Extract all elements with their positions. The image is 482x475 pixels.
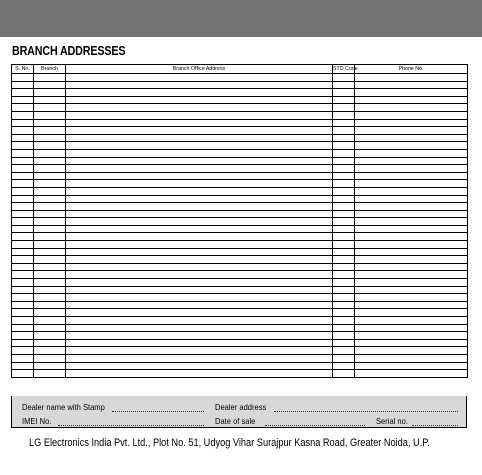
table-row <box>12 134 468 142</box>
cell-sno[interactable] <box>12 134 34 142</box>
cell-address[interactable] <box>66 309 333 317</box>
cell-phone[interactable] <box>355 294 468 302</box>
cell-sno[interactable] <box>12 286 34 294</box>
table-row <box>12 142 468 150</box>
cell-address[interactable] <box>66 180 333 188</box>
table-row <box>12 370 468 378</box>
cell-branch[interactable] <box>34 142 66 150</box>
cell-branch[interactable] <box>34 354 66 362</box>
cell-std-code[interactable] <box>333 256 355 264</box>
cell-std-code[interactable] <box>333 279 355 287</box>
cell-branch[interactable] <box>34 263 66 271</box>
serial-label: Serial no. <box>376 416 408 426</box>
dealer-address-label: Dealer address <box>215 402 267 412</box>
cell-sno[interactable] <box>12 89 34 97</box>
cell-sno[interactable] <box>12 157 34 165</box>
cell-phone[interactable] <box>355 203 468 211</box>
cell-branch[interactable] <box>34 218 66 226</box>
cell-branch[interactable] <box>34 119 66 127</box>
cell-phone[interactable] <box>355 81 468 89</box>
cell-branch[interactable] <box>34 347 66 355</box>
table-row <box>12 233 468 241</box>
column-header-branch: Branch <box>34 65 66 74</box>
cell-sno[interactable] <box>12 332 34 340</box>
cell-std-code[interactable] <box>333 324 355 332</box>
table-row <box>12 74 468 82</box>
cell-phone[interactable] <box>355 142 468 150</box>
cell-sno[interactable] <box>12 354 34 362</box>
cell-address[interactable] <box>66 362 333 370</box>
cell-std-code[interactable] <box>333 149 355 157</box>
cell-sno[interactable] <box>12 180 34 188</box>
cell-address[interactable] <box>66 286 333 294</box>
cell-phone[interactable] <box>355 309 468 317</box>
cell-phone[interactable] <box>355 301 468 309</box>
cell-address[interactable] <box>66 74 333 82</box>
cell-branch[interactable] <box>34 279 66 287</box>
cell-sno[interactable] <box>12 256 34 264</box>
cell-std-code[interactable] <box>333 309 355 317</box>
cell-std-code[interactable] <box>333 218 355 226</box>
cell-branch[interactable] <box>34 172 66 180</box>
cell-std-code[interactable] <box>333 180 355 188</box>
table-row <box>12 248 468 256</box>
cell-phone[interactable] <box>355 157 468 165</box>
cell-phone[interactable] <box>355 127 468 135</box>
cell-branch[interactable] <box>34 74 66 82</box>
cell-branch[interactable] <box>34 256 66 264</box>
cell-address[interactable] <box>66 339 333 347</box>
cell-phone[interactable] <box>355 339 468 347</box>
cell-phone[interactable] <box>355 218 468 226</box>
cell-address[interactable] <box>66 187 333 195</box>
cell-std-code[interactable] <box>333 203 355 211</box>
dealer-name-label: Dealer name with Stamp <box>22 402 105 412</box>
cell-std-code[interactable] <box>333 241 355 249</box>
cell-sno[interactable] <box>12 347 34 355</box>
cell-std-code[interactable] <box>333 81 355 89</box>
cell-address[interactable] <box>66 157 333 165</box>
cell-sno[interactable] <box>12 271 34 279</box>
cell-phone[interactable] <box>355 195 468 203</box>
cell-address[interactable] <box>66 195 333 203</box>
cell-phone[interactable] <box>355 233 468 241</box>
cell-phone[interactable] <box>355 172 468 180</box>
table-body <box>12 74 468 378</box>
cell-branch[interactable] <box>34 157 66 165</box>
cell-branch[interactable] <box>34 195 66 203</box>
table-row <box>12 294 468 302</box>
table-row <box>12 165 468 173</box>
cell-std-code[interactable] <box>333 263 355 271</box>
cell-branch[interactable] <box>34 104 66 112</box>
cell-sno[interactable] <box>12 104 34 112</box>
cell-branch[interactable] <box>34 89 66 97</box>
table-row <box>12 279 468 287</box>
cell-sno[interactable] <box>12 127 34 135</box>
page-title: BRANCH ADDRESSES <box>12 44 126 58</box>
column-header-phone: Phone No. <box>355 65 468 74</box>
table-row <box>12 180 468 188</box>
cell-sno[interactable] <box>12 233 34 241</box>
table-row <box>12 172 468 180</box>
table-row <box>12 195 468 203</box>
serial-field[interactable] <box>412 425 458 426</box>
cell-sno[interactable] <box>12 294 34 302</box>
cell-phone[interactable] <box>355 241 468 249</box>
table-row <box>12 225 468 233</box>
cell-std-code[interactable] <box>333 370 355 378</box>
cell-std-code[interactable] <box>333 286 355 294</box>
cell-std-code[interactable] <box>333 142 355 150</box>
cell-branch[interactable] <box>34 309 66 317</box>
cell-phone[interactable] <box>355 104 468 112</box>
cell-sno[interactable] <box>12 187 34 195</box>
dealer-address-field[interactable] <box>274 411 458 412</box>
cell-branch[interactable] <box>34 339 66 347</box>
column-header-sno: S. No. <box>12 65 34 74</box>
cell-std-code[interactable] <box>333 301 355 309</box>
cell-branch[interactable] <box>34 96 66 104</box>
cell-std-code[interactable] <box>333 225 355 233</box>
cell-phone[interactable] <box>355 74 468 82</box>
cell-std-code[interactable] <box>333 271 355 279</box>
cell-phone[interactable] <box>355 89 468 97</box>
cell-address[interactable] <box>66 347 333 355</box>
table-row <box>12 218 468 226</box>
cell-sno[interactable] <box>12 119 34 127</box>
cell-address[interactable] <box>66 279 333 287</box>
cell-std-code[interactable] <box>333 96 355 104</box>
cell-sno[interactable] <box>12 74 34 82</box>
cell-address[interactable] <box>66 210 333 218</box>
cell-std-code[interactable] <box>333 104 355 112</box>
table-row <box>12 210 468 218</box>
cell-address[interactable] <box>66 172 333 180</box>
cell-sno[interactable] <box>12 324 34 332</box>
cell-address[interactable] <box>66 104 333 112</box>
cell-sno[interactable] <box>12 142 34 150</box>
imei-label: IMEI No. <box>22 416 52 426</box>
cell-std-code[interactable] <box>333 127 355 135</box>
cell-address[interactable] <box>66 256 333 264</box>
table-row <box>12 309 468 317</box>
cell-sno[interactable] <box>12 279 34 287</box>
cell-branch[interactable] <box>34 301 66 309</box>
table-row <box>12 187 468 195</box>
cell-branch[interactable] <box>34 203 66 211</box>
cell-phone[interactable] <box>355 187 468 195</box>
cell-sno[interactable] <box>12 301 34 309</box>
cell-std-code[interactable] <box>333 339 355 347</box>
company-address: LG Electronics India Pvt. Ltd., Plot No. 51, Udyog Vihar Surajpur Kasna Road, Greater Noida, U.P. <box>29 437 430 449</box>
cell-branch[interactable] <box>34 241 66 249</box>
cell-phone[interactable] <box>355 165 468 173</box>
cell-std-code[interactable] <box>333 317 355 325</box>
cell-branch[interactable] <box>34 286 66 294</box>
cell-address[interactable] <box>66 248 333 256</box>
cell-sno[interactable] <box>12 263 34 271</box>
cell-address[interactable] <box>66 225 333 233</box>
cell-phone[interactable] <box>355 96 468 104</box>
cell-phone[interactable] <box>355 286 468 294</box>
table-header-row <box>12 65 468 74</box>
dealer-name-field[interactable] <box>112 411 204 412</box>
cell-std-code[interactable] <box>333 332 355 340</box>
cell-address[interactable] <box>66 81 333 89</box>
table-row <box>12 301 468 309</box>
cell-std-code[interactable] <box>333 74 355 82</box>
cell-std-code[interactable] <box>333 119 355 127</box>
table-row <box>12 104 468 112</box>
imei-field[interactable] <box>58 425 204 426</box>
cell-address[interactable] <box>66 142 333 150</box>
table-row <box>12 339 468 347</box>
cell-branch[interactable] <box>34 370 66 378</box>
cell-phone[interactable] <box>355 324 468 332</box>
cell-branch[interactable] <box>34 127 66 135</box>
cell-phone[interactable] <box>355 225 468 233</box>
cell-std-code[interactable] <box>333 172 355 180</box>
cell-branch[interactable] <box>34 362 66 370</box>
cell-phone[interactable] <box>355 256 468 264</box>
cell-branch[interactable] <box>34 225 66 233</box>
cell-address[interactable] <box>66 263 333 271</box>
table-row <box>12 203 468 211</box>
cell-sno[interactable] <box>12 248 34 256</box>
cell-phone[interactable] <box>355 362 468 370</box>
cell-phone[interactable] <box>355 210 468 218</box>
cell-sno[interactable] <box>12 225 34 233</box>
cell-address[interactable] <box>66 271 333 279</box>
cell-phone[interactable] <box>355 271 468 279</box>
table-row <box>12 119 468 127</box>
cell-std-code[interactable] <box>333 294 355 302</box>
cell-address[interactable] <box>66 317 333 325</box>
cell-branch[interactable] <box>34 210 66 218</box>
cell-branch[interactable] <box>34 294 66 302</box>
cell-branch[interactable] <box>34 180 66 188</box>
cell-phone[interactable] <box>355 248 468 256</box>
cell-address[interactable] <box>66 294 333 302</box>
cell-phone[interactable] <box>355 111 468 119</box>
cell-std-code[interactable] <box>333 354 355 362</box>
cell-sno[interactable] <box>12 370 34 378</box>
cell-address[interactable] <box>66 301 333 309</box>
cell-address[interactable] <box>66 332 333 340</box>
cell-address[interactable] <box>66 354 333 362</box>
date-of-sale-label: Date of sale <box>215 416 256 426</box>
cell-sno[interactable] <box>12 149 34 157</box>
cell-std-code[interactable] <box>333 165 355 173</box>
cell-address[interactable] <box>66 233 333 241</box>
dealer-info-box <box>11 396 467 428</box>
cell-std-code[interactable] <box>333 187 355 195</box>
table-row <box>12 96 468 104</box>
cell-address[interactable] <box>66 111 333 119</box>
cell-phone[interactable] <box>355 370 468 378</box>
column-header-address: Branch Office Address <box>66 65 333 74</box>
column-header-std-code: STD Code <box>333 66 358 72</box>
cell-std-code[interactable] <box>333 111 355 119</box>
table-row <box>12 286 468 294</box>
cell-std-code[interactable] <box>333 347 355 355</box>
cell-address[interactable] <box>66 165 333 173</box>
table-row <box>12 89 468 97</box>
cell-phone[interactable] <box>355 134 468 142</box>
cell-branch[interactable] <box>34 248 66 256</box>
cell-sno[interactable] <box>12 317 34 325</box>
cell-sno[interactable] <box>12 203 34 211</box>
cell-phone[interactable] <box>355 347 468 355</box>
table-row <box>12 317 468 325</box>
cell-branch[interactable] <box>34 271 66 279</box>
cell-sno[interactable] <box>12 309 34 317</box>
cell-sno[interactable] <box>12 210 34 218</box>
cell-address[interactable] <box>66 370 333 378</box>
cell-phone[interactable] <box>355 354 468 362</box>
cell-branch[interactable] <box>34 149 66 157</box>
cell-std-code[interactable] <box>333 89 355 97</box>
cell-sno[interactable] <box>12 195 34 203</box>
table-row <box>12 111 468 119</box>
cell-std-code[interactable] <box>333 233 355 241</box>
cell-std-code[interactable] <box>333 248 355 256</box>
cell-address[interactable] <box>66 218 333 226</box>
cell-branch[interactable] <box>34 317 66 325</box>
cell-sno[interactable] <box>12 218 34 226</box>
cell-branch[interactable] <box>34 332 66 340</box>
cell-branch[interactable] <box>34 165 66 173</box>
cell-branch[interactable] <box>34 187 66 195</box>
cell-phone[interactable] <box>355 279 468 287</box>
table-row <box>12 81 468 89</box>
cell-phone[interactable] <box>355 332 468 340</box>
cell-address[interactable] <box>66 127 333 135</box>
table-row <box>12 263 468 271</box>
cell-phone[interactable] <box>355 119 468 127</box>
branch-addresses-table <box>11 64 468 378</box>
cell-branch[interactable] <box>34 324 66 332</box>
table-row <box>12 354 468 362</box>
cell-address[interactable] <box>66 324 333 332</box>
cell-branch[interactable] <box>34 134 66 142</box>
cell-address[interactable] <box>66 119 333 127</box>
cell-address[interactable] <box>66 149 333 157</box>
cell-std-code[interactable] <box>333 195 355 203</box>
cell-branch[interactable] <box>34 111 66 119</box>
cell-sno[interactable] <box>12 111 34 119</box>
cell-address[interactable] <box>66 241 333 249</box>
cell-std-code[interactable] <box>333 134 355 142</box>
cell-sno[interactable] <box>12 362 34 370</box>
table-row <box>12 362 468 370</box>
cell-phone[interactable] <box>355 263 468 271</box>
table-row <box>12 271 468 279</box>
table-row <box>12 241 468 249</box>
cell-sno[interactable] <box>12 241 34 249</box>
cell-address[interactable] <box>66 89 333 97</box>
cell-phone[interactable] <box>355 149 468 157</box>
cell-sno[interactable] <box>12 96 34 104</box>
table-row <box>12 157 468 165</box>
cell-address[interactable] <box>66 134 333 142</box>
cell-sno[interactable] <box>12 165 34 173</box>
branch-table-wrapper <box>11 64 467 378</box>
cell-sno[interactable] <box>12 172 34 180</box>
cell-phone[interactable] <box>355 317 468 325</box>
cell-phone[interactable] <box>355 180 468 188</box>
date-of-sale-field[interactable] <box>265 425 365 426</box>
cell-branch[interactable] <box>34 81 66 89</box>
cell-branch[interactable] <box>34 233 66 241</box>
table-row <box>12 256 468 264</box>
cell-address[interactable] <box>66 203 333 211</box>
table-row <box>12 127 468 135</box>
cell-std-code[interactable] <box>333 362 355 370</box>
cell-sno[interactable] <box>12 339 34 347</box>
table-row <box>12 332 468 340</box>
table-row <box>12 324 468 332</box>
cell-sno[interactable] <box>12 81 34 89</box>
cell-std-code[interactable] <box>333 210 355 218</box>
top-band <box>0 0 482 37</box>
cell-std-code[interactable] <box>333 157 355 165</box>
table-row <box>12 149 468 157</box>
table-row <box>12 347 468 355</box>
cell-address[interactable] <box>66 96 333 104</box>
